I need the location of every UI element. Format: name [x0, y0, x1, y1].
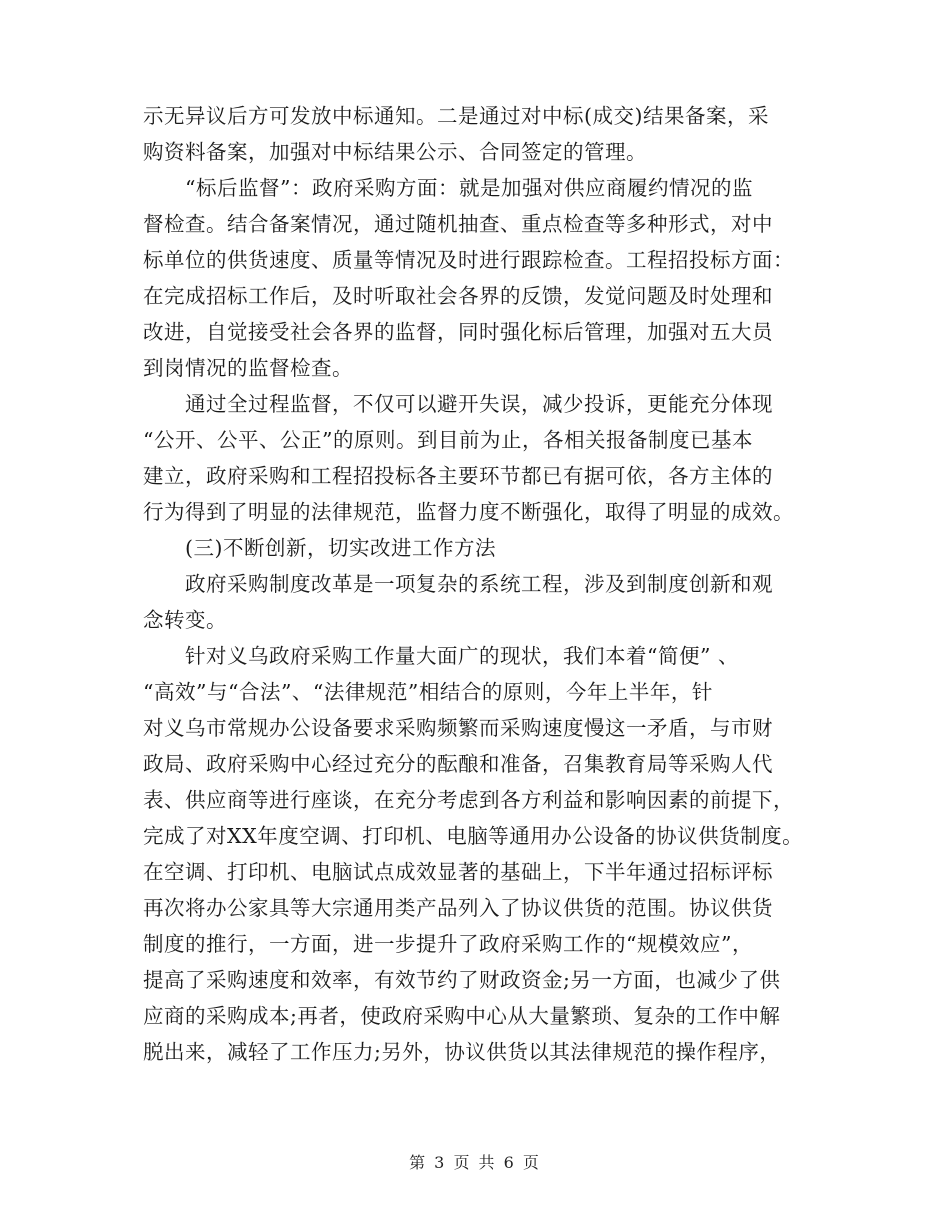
body-text [143, 98, 823, 1070]
text-line: 建立，政府采购和工程招投标各主要环节都已有据可依，各方主体的 [143, 464, 773, 488]
text-line: 购资料备案，加强对中标结果公示、合同签定的管理。 [143, 140, 647, 164]
text-line: 应商的采购成本;再者，使政府采购中心从大量繁琐、复杂的工作中解 [143, 1004, 781, 1028]
text-line: 脱出来，减轻了工作压力;另外，协议供货以其法律规范的操作程序， [143, 1040, 781, 1064]
text-line: “高效”与“合法”、“法律规范”相结合的原则，今年上半年，针 [143, 680, 713, 704]
text-line: 示无异议后方可发放中标通知。二是通过对中标(成交)结果备案，采 [143, 104, 769, 128]
text-line: 通过全过程监督，不仅可以避开失误，减少投诉，更能充分体现 [185, 392, 773, 416]
text-line: 对义乌市常规办公设备要求采购频繁而采购速度慢这一矛盾，与市财 [143, 716, 773, 740]
text-line: 针对义乌政府采购工作量大面广的现状，我们本着“简便” 、 [185, 644, 739, 668]
text-line: 再次将办公家具等大宗通用类产品列入了协议供货的范围。协议供货 [143, 896, 773, 920]
text-line: 在完成招标工作后，及时听取社会各界的反馈，发觉问题及时处理和 [143, 284, 773, 308]
page-number-footer: 第 3 页 共 6 页 [409, 1153, 541, 1172]
section-heading: (三)不断创新，切实改进工作方法 [185, 536, 496, 560]
text-line: 在空调、打印机、电脑试点成效显著的基础上，下半年通过招标评标 [143, 860, 773, 884]
text-line: 行为得到了明显的法律规范，监督力度不断强化，取得了明显的成效。 [143, 500, 794, 524]
text-line: 改进，自觉接受社会各界的监督，同时强化标后管理，加强对五大员 [143, 320, 773, 344]
text-line: 念转变。 [143, 608, 227, 632]
text-line: “公开、公平、公正”的原则。到目前为止，各相关报备制度已基本 [143, 428, 753, 452]
text-line: 提高了采购速度和效率，有效节约了财政资金;另一方面，也减少了供 [143, 968, 781, 992]
text-line: “标后监督”：政府采购方面：就是加强对供应商履约情况的监 [185, 176, 753, 200]
text-line: 表、供应商等进行座谈，在充分考虑到各方利益和影响因素的前提下， [143, 788, 794, 812]
text-line: 政府采购制度改革是一项复杂的系统工程，涉及到制度创新和观 [185, 572, 773, 596]
text-line: 督检查。结合备案情况，通过随机抽查、重点检查等多种形式，对中 [143, 212, 773, 236]
text-line: 制度的推行，一方面，进一步提升了政府采购工作的“规模效应”， [143, 932, 753, 956]
text-line: 到岗情况的监督检查。 [143, 356, 353, 380]
text-line: 标单位的供货速度、质量等情况及时进行跟踪检查。工程招投标方面： [143, 248, 794, 272]
text-line: 完成了对XX年度空调、打印机、电脑等通用办公设备的协议供货制度。 [143, 824, 804, 848]
text-line: 政局、政府采购中心经过充分的酝酿和准备，召集教育局等采购人代 [143, 752, 773, 776]
